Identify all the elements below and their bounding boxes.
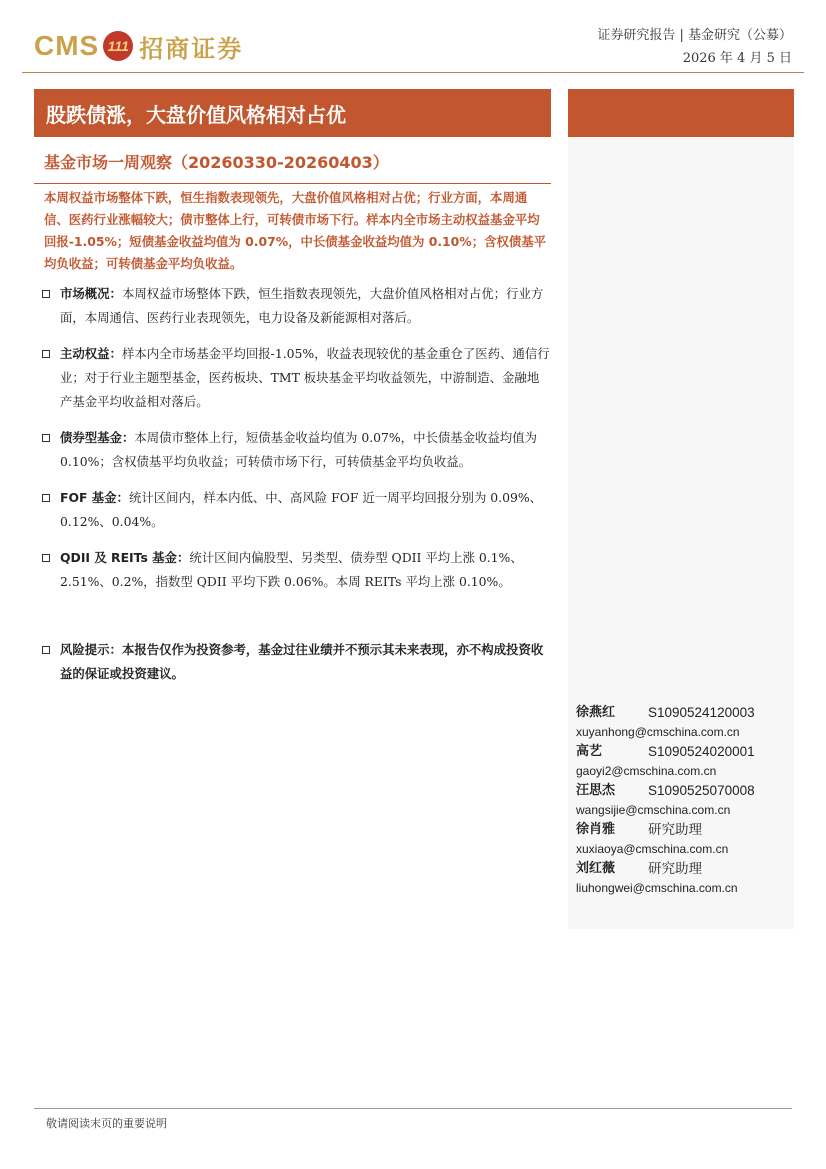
analyst-list (576, 703, 786, 898)
analyst-email[interactable]: xuxiaoya@cmschina.com.cn (576, 842, 729, 856)
bullet-label: 市场概况： (60, 286, 122, 301)
bullet-market-overview (42, 282, 550, 330)
bullet-text: 统计区间内偏股型、另类型、债券型 QDII 平均上涨 0.1%、2.51%、0.2%，指数型 QDII 平均下跌 0.06%。本周 REITs 平均上涨 0.10%。 (60, 550, 523, 589)
abstract: 本周权益市场整体下跌，恒生指数表现领先，大盘价值风格相对占优；行业方面，本周通信、医药行业涨幅较大；债市整体上行，可转债市场下行。样本内全市场主动权益基金平均回报-1.05%；短债基金收益均值为 0.07%，中长债基金收益均值为 0.10%；含权债基平均负收益；可转债基金平均负收益。 (44, 190, 547, 271)
footer-note: 敬请阅读末页的重要说明 (46, 1117, 167, 1130)
bullet-text: 统计区间内，样本内低、中、高风险 FOF 近一周平均回报分别为 0.09%、0.12%、0.04%。 (60, 490, 543, 529)
bullet-qdii-reits (42, 546, 550, 594)
analyst-email[interactable]: xuyanhong@cmschina.com.cn (576, 725, 740, 739)
bullet-text: 本周债市整体上行，短债基金收益均值为 0.07%，中长债基金收益均值为 0.10%；含权债基平均负收益；可转债市场下行，可转债基金平均负收益。 (60, 430, 537, 469)
analyst-code: S1090524020001 (648, 744, 755, 759)
header-meta (597, 24, 792, 70)
report-type: 证券研究报告 | 基金研究（公募） (597, 28, 792, 43)
analyst-role: 研究助理 (648, 861, 702, 876)
risk-warning (42, 638, 550, 686)
bullet-square-icon (42, 350, 50, 358)
analyst-name: 徐燕红 (576, 705, 616, 720)
subtitle: 基金市场一周观察（20260330-20260403） (44, 153, 389, 172)
logo (34, 26, 243, 66)
analyst-entry (576, 859, 786, 898)
report-date: 2026 年 4 月 5 日 (682, 51, 792, 66)
bullet-bond-funds (42, 426, 550, 474)
header-divider (22, 72, 804, 73)
bullet-square-icon (42, 494, 50, 502)
subtitle-divider (34, 183, 551, 184)
bullet-active-equity (42, 342, 550, 414)
analyst-entry (576, 742, 786, 781)
bullet-square-icon (42, 290, 50, 298)
sidebar-header-bar (568, 89, 794, 137)
analyst-code: S1090524120003 (648, 705, 755, 720)
bullet-label: QDII 及 REITs 基金： (60, 550, 190, 565)
bullet-label: FOF 基金： (60, 490, 129, 505)
analyst-role: 研究助理 (648, 822, 702, 837)
bullet-square-icon (42, 554, 50, 562)
analyst-name: 刘红薇 (576, 861, 616, 876)
page-title: 股跌债涨，大盘价值风格相对占优 (46, 103, 346, 127)
bullet-text: 样本内全市场基金平均回报-1.05%，收益表现较优的基金重仓了医药、通信行业；对于行业主题型基金，医药板块、TMT 板块基金平均收益领先，中游制造、金融地产基金平均收益相对落后。 (60, 346, 550, 409)
logo-badge-icon: 111 (103, 31, 133, 61)
bullet-list (42, 282, 550, 606)
footer-divider (34, 1108, 792, 1109)
analyst-email[interactable]: wangsijie@cmschina.com.cn (576, 803, 731, 817)
analyst-email[interactable]: liuhongwei@cmschina.com.cn (576, 881, 738, 895)
logo-chinese: 招商证券 (139, 34, 244, 63)
bullet-label: 债券型基金： (60, 430, 135, 445)
bullet-label: 主动权益： (60, 346, 122, 361)
bullet-fof-funds (42, 486, 550, 534)
analyst-name: 徐肖雅 (576, 822, 616, 837)
analyst-entry (576, 820, 786, 859)
bullet-square-icon (42, 434, 50, 442)
bullet-square-icon (42, 646, 50, 654)
title-bar (34, 89, 551, 137)
analyst-email[interactable]: gaoyi2@cmschina.com.cn (576, 764, 717, 778)
logo-text: CMS (34, 30, 100, 61)
risk-text: 风险提示：本报告仅作为投资参考，基金过往业绩并不预示其未来表现，亦不构成投资收益的保证或投资建议。 (60, 642, 544, 681)
bullet-text: 本周权益市场整体下跌，恒生指数表现领先，大盘价值风格相对占优；行业方面，本周通信、医药行业表现领先，电力设备及新能源相对落后。 (60, 286, 544, 325)
analyst-entry (576, 781, 786, 820)
analyst-code: S1090525070008 (648, 783, 755, 798)
analyst-name: 汪思杰 (576, 783, 616, 798)
analyst-entry (576, 703, 786, 742)
analyst-name: 高艺 (576, 744, 603, 759)
